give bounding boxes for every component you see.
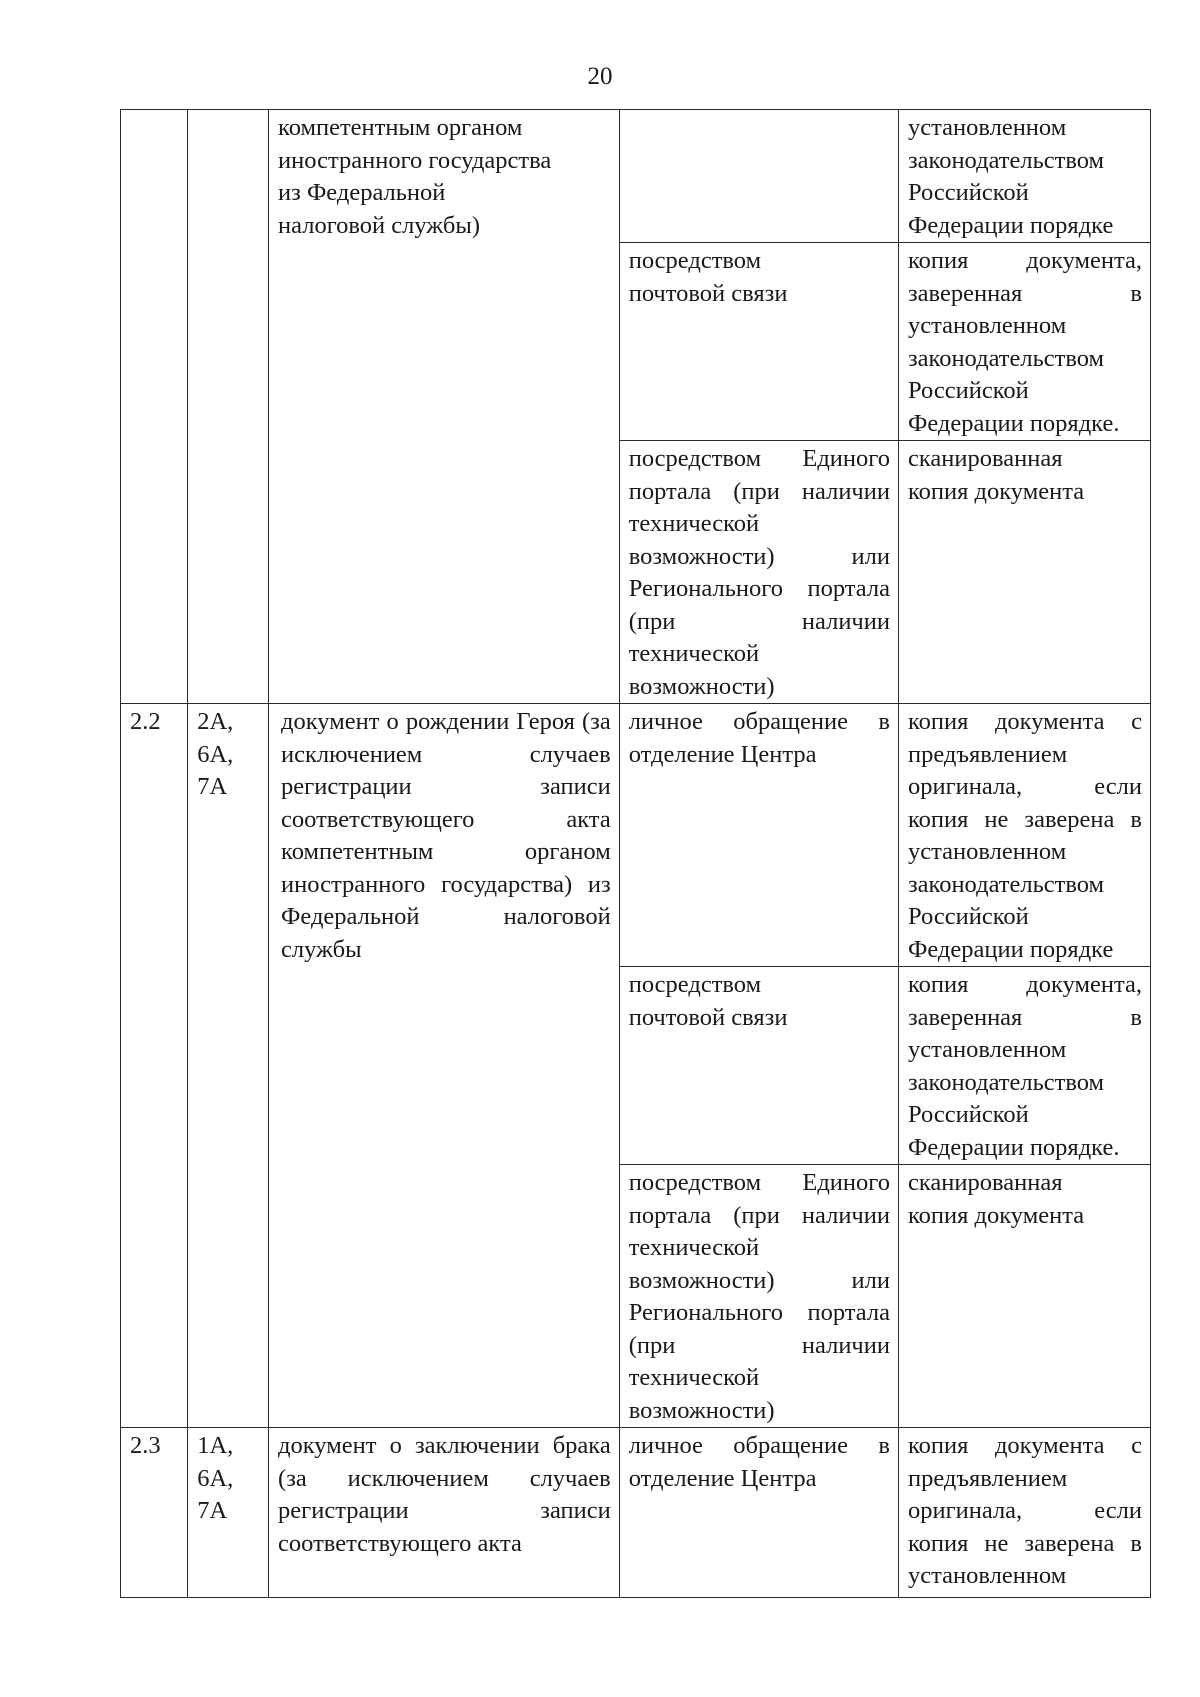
row-number-cell — [121, 704, 188, 1428]
document-form-cell — [898, 967, 1150, 1165]
submission-method: посредством Единого портала (при наличии технической возможности) или Регионального портала (при наличии технической возможности) — [628, 445, 890, 700]
document-name-cell — [269, 110, 620, 704]
applicant-codes: 2А, 6А, 7А — [197, 708, 234, 800]
applicant-codes-cell — [188, 1428, 269, 1598]
document-form-cell — [898, 441, 1150, 704]
document-form-cell — [898, 1428, 1150, 1598]
submission-method-cell — [619, 967, 898, 1165]
document-name: документ о заключении брака (за исключением случаев регистрации записи соответствующего акта — [278, 1432, 611, 1557]
submission-method-cell — [619, 1165, 898, 1428]
document-name: документ о рождении Героя (за исключением случаев регистрации записи соответствующего акта компетентным органом иностранного государства) из Федеральной налоговой службы — [281, 708, 611, 963]
page-number: 20 — [587, 63, 613, 90]
document-name: компетентным органом иностранного государства из Федеральной налоговой службы) — [278, 114, 552, 239]
document-form: копия документа, заверенная в установленном законодательством Российской Федерации порядке. — [907, 247, 1142, 437]
document-form: копия документа, заверенная в установленном законодательством Российской Федерации порядке. — [907, 971, 1142, 1161]
document-name-cell — [269, 704, 620, 1428]
applicant-codes: 1А, 6А, 7А — [197, 1432, 234, 1524]
applicant-codes-cell — [188, 704, 269, 1428]
document-form: копия документа с предъявлением оригинала, если копия не заверена в установленном — [907, 1432, 1142, 1589]
document-form: копия документа с предъявлением оригинала, если копия не заверена в установленном законодательством Российской Федерации порядке — [907, 708, 1142, 963]
submission-method-cell — [619, 1428, 898, 1598]
row-number-cell — [121, 110, 188, 704]
row-number: 2.3 — [130, 1432, 161, 1459]
submission-method: личное обращение в отделение Центра — [628, 708, 890, 768]
document-form: сканированная копия документа — [907, 1169, 1085, 1229]
table-row — [121, 704, 1151, 967]
row-number-cell — [121, 1428, 188, 1598]
applicant-codes-cell — [188, 110, 269, 704]
row-number: 2.2 — [130, 708, 161, 735]
submission-method: посредством Единого портала (при наличии технической возможности) или Регионального портала (при наличии технической возможности) — [628, 1169, 890, 1424]
document-form: сканированная копия документа — [907, 445, 1085, 505]
document-form-cell — [898, 110, 1150, 243]
document-form-cell — [898, 704, 1150, 967]
table-row — [121, 1428, 1151, 1598]
submission-method-cell — [619, 441, 898, 704]
document-name-cell — [269, 1428, 620, 1598]
document-form: установленном законодательством Российской Федерации порядке — [907, 114, 1114, 239]
table-row — [121, 110, 1151, 243]
submission-method-cell — [619, 243, 898, 441]
document-form-cell — [898, 243, 1150, 441]
submission-method-cell — [619, 110, 898, 243]
submission-method: посредством почтовой связи — [628, 247, 788, 307]
document-table — [120, 109, 1151, 1598]
submission-method: посредством почтовой связи — [628, 971, 788, 1031]
document-form-cell — [898, 1165, 1150, 1428]
submission-method-cell — [619, 704, 898, 967]
submission-method: личное обращение в отделение Центра — [628, 1432, 890, 1492]
